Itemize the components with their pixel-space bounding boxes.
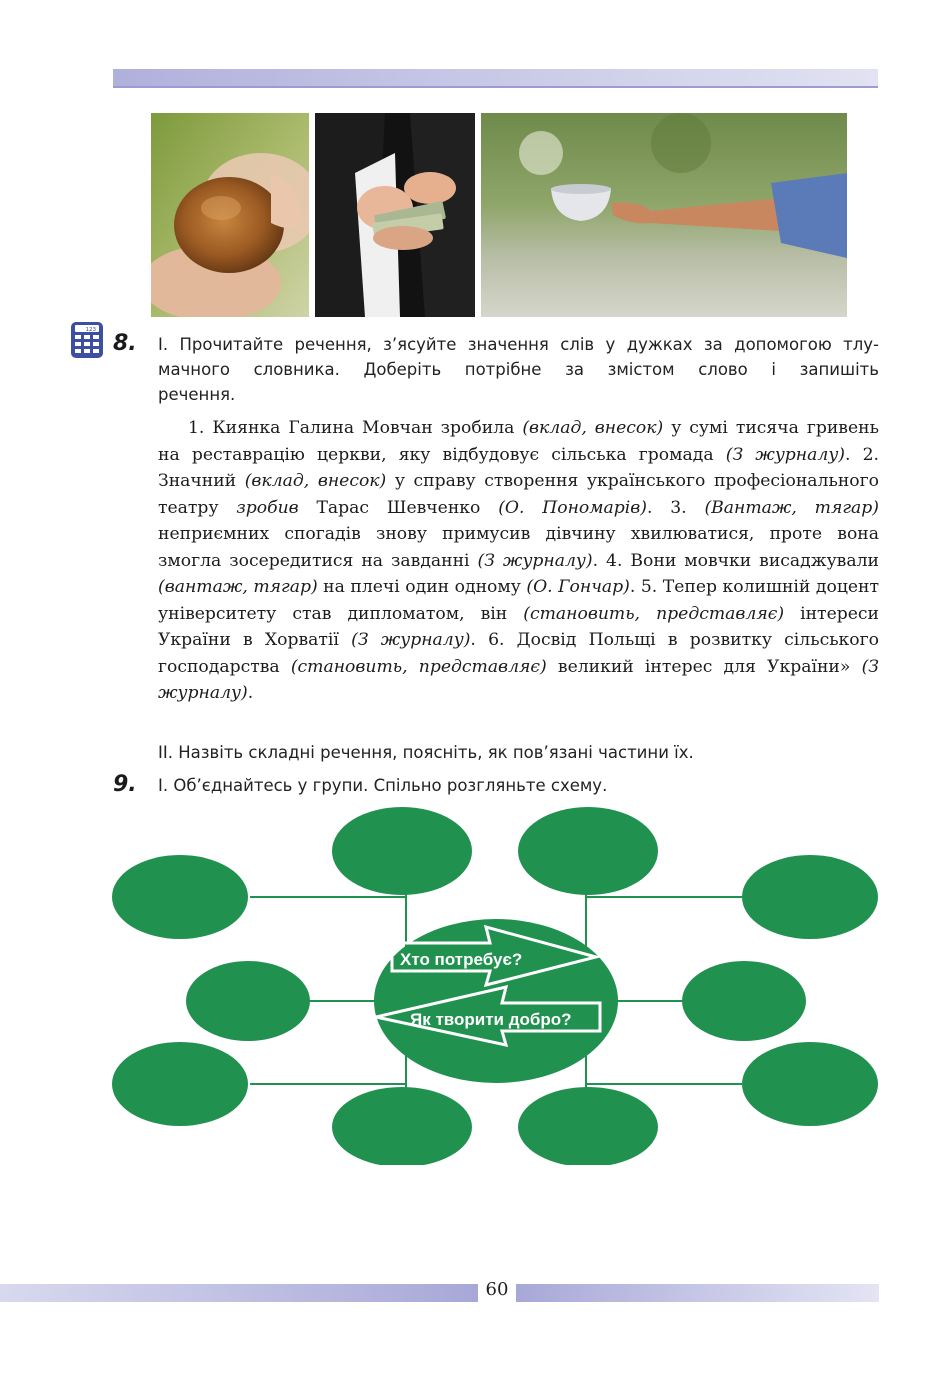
text-run: . 2. Значний	[158, 444, 880, 491]
oval-middle-left	[186, 961, 310, 1041]
oval-upper-left	[112, 855, 248, 939]
exercise-8-task-part1	[158, 332, 879, 407]
header-decor-line	[113, 86, 878, 88]
oval-bottom-right	[518, 1087, 658, 1165]
italic-run: (вклад, внесок)	[244, 471, 387, 491]
oval-middle-right	[682, 961, 806, 1041]
text-run: . 4. Вони мовчки висаджували	[592, 550, 879, 571]
task-line-2: мачного словника. Доберіть потрібне за змістом слово і запишіть	[158, 360, 879, 379]
task-line-1: І. Прочитайте речення, з’ясуйте значення слів у дужках за допомогою тлу-	[158, 335, 879, 354]
scheme-diagram	[110, 805, 882, 1165]
exercise-9-number: 9.	[113, 772, 137, 797]
oval-top-left	[332, 807, 472, 895]
text-run: .	[247, 683, 254, 703]
italic-run: (О. Пономарів)	[498, 497, 647, 518]
page-number: 60	[485, 1279, 509, 1300]
italic-run: (вантаж, тягар)	[158, 577, 318, 597]
italic-run: (О. Гончар)	[526, 577, 630, 597]
photo-bread-hands	[151, 113, 309, 317]
text-run: у сумі тисяча гривень на реставрацію церкви, яку відбудовує сільська громада	[158, 418, 879, 465]
oval-lower-left	[112, 1042, 248, 1126]
calc-display: 123	[85, 327, 96, 333]
exercise-8-task-part2: ІІ. Назвіть складні речення, поясніть, як пов’язані частини їх.	[158, 743, 694, 762]
calculator-icon	[70, 321, 104, 359]
exercise-8-sentences	[158, 415, 879, 707]
text-run: . 6. Досвід Польщі в розвитку сільського господарства	[158, 630, 879, 677]
text-run: на плечі один одному	[317, 577, 527, 597]
text-run: інтереси України в Хорватії	[158, 603, 879, 650]
italic-run: (Вантаж, тягар)	[704, 497, 880, 518]
arrow-top-label: Хто потребує?	[400, 950, 523, 969]
text-run: у справу створення українського професіонального театру	[158, 471, 879, 518]
exercise-9-task: І. Об’єднайтесь у групи. Спільно розгляньте схему.	[158, 776, 608, 795]
photo-cup-hand	[481, 113, 847, 317]
text-run: 1. Киянка Галина Мовчан зробила	[188, 418, 523, 438]
text-run: . 5. Тепер колишній доцент університету став дипломатом, він	[158, 577, 880, 624]
footer-decor-right	[516, 1284, 879, 1302]
text-run: великий інтерес для України»	[546, 656, 862, 677]
italic-run: (З журналу)	[351, 630, 471, 650]
header-decor-bar	[113, 69, 878, 86]
ovals	[112, 807, 878, 1165]
italic-run: (становить, представляє)	[290, 656, 547, 677]
italic-run: зробив	[236, 497, 299, 518]
oval-upper-right	[742, 855, 878, 939]
oval-top-right	[518, 807, 658, 895]
text-run: неприємних спогадів знову примусив дівчину хвилюватися, проте вона змогла зосередитися на завданні	[158, 524, 879, 571]
oval-bottom-left	[332, 1087, 472, 1165]
text-run: Тарас Шевченко	[298, 497, 499, 518]
text-run: . 3.	[646, 497, 705, 518]
exercise-8-number: 8.	[113, 331, 137, 356]
italic-run: (З журналу)	[158, 656, 879, 703]
oval-lower-right	[742, 1042, 878, 1126]
italic-run: (З журналу)	[477, 550, 593, 571]
italic-run: (вклад, внесок)	[522, 418, 664, 438]
arrow-bottom-label: Як творити добро?	[410, 1010, 572, 1029]
photo-money-hands	[315, 113, 475, 317]
task-line-3: речення.	[158, 385, 236, 404]
italic-run: (становить, представляє)	[523, 603, 785, 624]
italic-run: (З журналу)	[725, 444, 845, 465]
footer-decor-left	[0, 1284, 478, 1302]
